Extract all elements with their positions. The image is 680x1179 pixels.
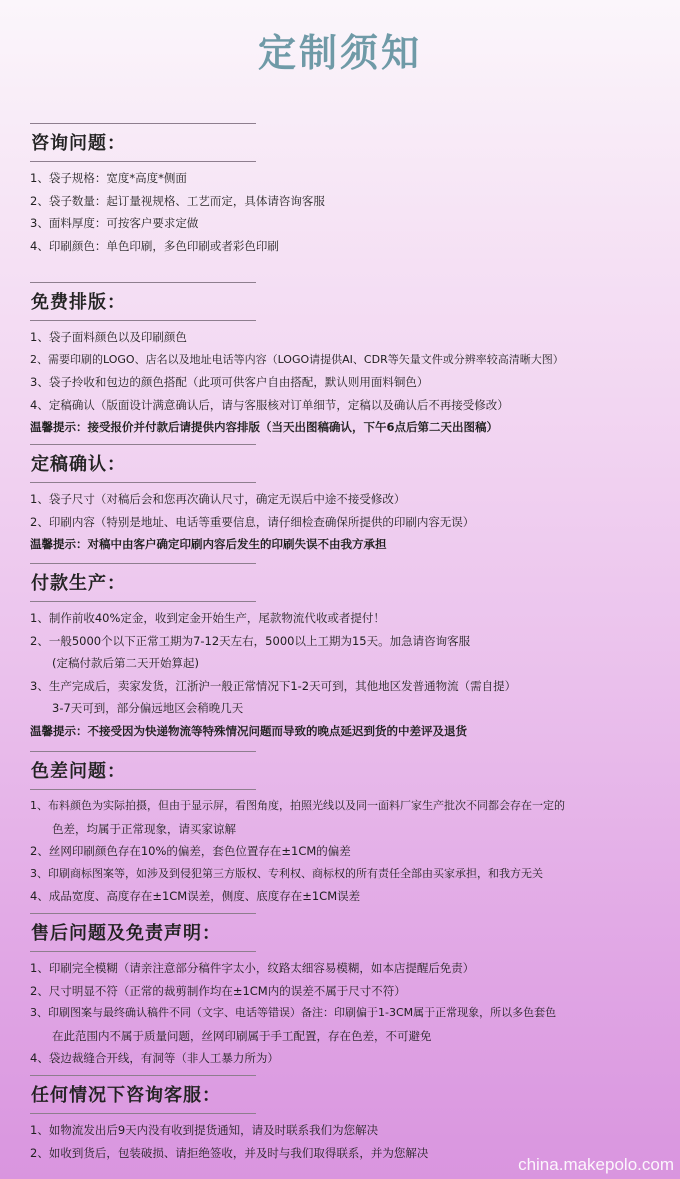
list-item: 2、尺寸明显不符（正常的裁剪制作均在±1CM内的误差不属于尺寸不符）: [30, 983, 406, 998]
warm-tip: [30, 720, 660, 743]
list-item: 3、印刷图案与最终确认稿件不同（文字、电话等错误）备注：印刷偏于1-3CM属于正常现象，所以多色套色: [30, 1006, 557, 1020]
section-free-layout: [30, 282, 660, 439]
tip-text: 对稿中由客户确定印刷内容后发生的印刷失误不由我方承担: [87, 537, 387, 552]
section-header: [30, 282, 660, 326]
list-item: 2、需要印刷的LOGO、店名以及地址电话等内容（LOGO请提供AI、CDR等矢量文件或分辨率较高清晰大图）: [30, 352, 564, 366]
list-item: 1、袋子尺寸（对稿后会和您再次确认尺寸，确定无误后中途不接受修改）: [30, 492, 406, 506]
section-title: 任何情况下咨询客服：: [31, 1085, 221, 1106]
warm-tip: [30, 533, 660, 556]
divider: [30, 951, 256, 952]
section-after-sales: [30, 913, 660, 1070]
tip-label: 温馨提示：: [30, 723, 88, 738]
tip-label: 温馨提示：: [30, 537, 88, 552]
warm-tip: [30, 416, 660, 439]
divider: [30, 751, 256, 752]
section-consult: [30, 123, 660, 257]
section-title: 咨询问题：: [31, 133, 126, 154]
section-header: [30, 751, 660, 795]
section-header: [30, 1075, 660, 1119]
list-item: 4、印刷颜色：单色印刷，多色印刷或者彩色印刷: [30, 238, 279, 253]
divider: [30, 601, 256, 602]
divider: [30, 444, 256, 445]
list-item: 色差，均属于正常现象，请买家谅解: [52, 821, 236, 836]
section-header: [30, 123, 660, 167]
section-header: [30, 563, 660, 607]
tip-label: 温馨提示：: [30, 420, 88, 435]
section-title: 免费排版：: [31, 292, 126, 313]
divider: [30, 1075, 256, 1076]
list-item: 1、布料颜色为实际拍摄，但由于显示屏，看图角度，拍照光线以及同一面料厂家生产批次不同都会存在一定的: [30, 799, 565, 812]
divider: [30, 282, 256, 283]
divider: [30, 123, 256, 124]
list-item: 3、印刷商标图案等，如涉及到侵犯第三方版权、专利权、商标权的所有责任全部由买家承担，和我方无关: [30, 866, 543, 880]
list-item: 1、印刷完全模糊（请亲注意部分稿件字太小，纹路太细容易模糊，如本店提醒后免责）: [30, 961, 475, 975]
list-item: 1、如物流发出后9天内没有收到提货通知，请及时联系我们为您解决: [30, 1123, 379, 1137]
divider: [30, 161, 256, 162]
list-item: 1、制作前收40%定金，收到定金开始生产，尾款物流代收或者提付！: [30, 611, 385, 625]
list-item: 4、定稿确认（版面设计满意确认后，请与客服核对订单细节，定稿以及确认后不再接受修改）: [30, 397, 509, 412]
section-color-diff: [30, 751, 660, 908]
list-item: 2、袋子数量：起订量视规格、工艺而定，具体请咨询客服: [30, 193, 325, 208]
list-item: 1、袋子面料颜色以及印刷颜色: [30, 330, 187, 344]
divider: [30, 789, 256, 790]
divider: [30, 1113, 256, 1114]
list-item: 3、袋子拎收和包边的颜色搭配（此项可供客户自由搭配，默认则用面料铜色）: [30, 375, 429, 390]
section-header: [30, 444, 660, 488]
section-title: 售后问题及免责声明：: [31, 923, 221, 944]
section-title: 定稿确认：: [31, 454, 126, 475]
watermark: china.makepolo.com: [518, 1155, 674, 1174]
page-title: 定制须知: [257, 31, 422, 75]
section-header: [30, 913, 660, 957]
list-item: 2、丝网印刷颜色存在10%的偏差，套色位置存在±1CM的偏差: [30, 844, 351, 859]
list-item: 2、如收到货后，包装破损、请拒绝签收，并及时与我们取得联系，并为您解决: [30, 1145, 429, 1160]
list-item: 4、成品宽度、高度存在±1CM误差，侧度、底度存在±1CM误差: [30, 889, 361, 904]
section-title: 付款生产：: [31, 573, 126, 594]
section-contact-service: [30, 1075, 660, 1164]
section-payment: [30, 563, 660, 743]
section-confirm: [30, 444, 660, 556]
list-item: (定稿付款后第二天开始算起): [52, 656, 199, 671]
list-item: 2、印刷内容（特别是地址、电话等重要信息，请仔细检查确保所提供的印刷内容无误）: [30, 514, 475, 529]
list-item: 在此范围内不属于质量问题，丝网印刷属于手工配置，存在色差，不可避免: [52, 1028, 432, 1043]
list-item: 3、面料厚度：可按客户要求定做: [30, 216, 199, 231]
list-item: 3-7天可到，部分偏远地区会稍晚几天: [52, 701, 244, 716]
divider: [30, 913, 256, 914]
divider: [30, 563, 256, 564]
divider: [30, 320, 256, 321]
list-item: 1、袋子规格：宽度*高度*侧面: [30, 171, 187, 185]
list-item: 2、一般5000个以下正常工期为7-12天左右，5000以上工期为15天。加急请咨询客服: [30, 633, 471, 648]
list-item: 4、袋边裁缝合开线，有洞等（非人工暴力所为）: [30, 1051, 279, 1066]
divider: [30, 482, 256, 483]
section-title: 色差问题：: [31, 761, 126, 782]
list-item: 3、生产完成后，卖家发货，江浙沪一般正常情况下1-2天可到，其他地区发普通物流（需自提）: [30, 678, 517, 693]
tip-text: 接受报价并付款后请提供内容排版（当天出图稿确认，下午6点后第二天出图稿）: [87, 420, 498, 435]
tip-text: 不接受因为快递物流等特殊情况问题而导致的晚点延迟到货的中差评及退货: [87, 723, 467, 738]
